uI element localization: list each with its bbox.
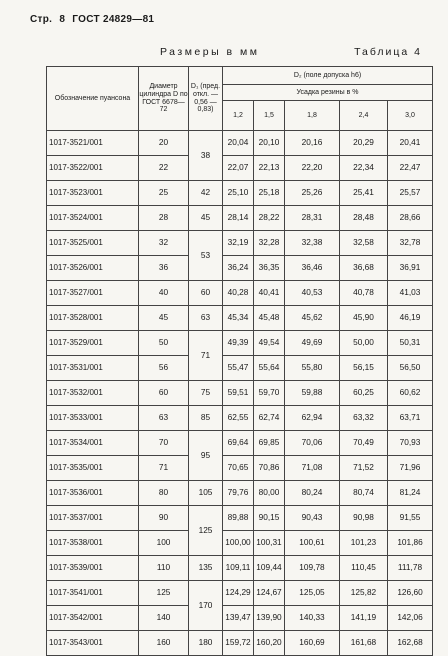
d2-value: 32,38 — [285, 231, 340, 256]
d2-value: 69,85 — [254, 431, 285, 456]
d1-value: 105 — [189, 481, 223, 506]
dimensions-table — [46, 66, 433, 656]
punch-code: 1017-3529/001 — [47, 331, 139, 356]
d2-value: 100,61 — [285, 531, 340, 556]
d2-value: 36,91 — [388, 256, 433, 281]
d2-value: 20,04 — [223, 131, 254, 156]
cylinder-diameter: 50 — [139, 331, 189, 356]
punch-code: 1017-3538/001 — [47, 531, 139, 556]
table-row — [47, 431, 433, 456]
d2-value: 40,78 — [340, 281, 388, 306]
cylinder-diameter: 22 — [139, 156, 189, 181]
standard-number: ГОСТ 24829—81 — [72, 14, 155, 25]
table-row — [47, 531, 433, 556]
d2-value: 32,78 — [388, 231, 433, 256]
punch-code: 1017-3528/001 — [47, 306, 139, 331]
cylinder-diameter: 45 — [139, 306, 189, 331]
header-shrink-value: 3,0 — [388, 101, 433, 131]
d2-value: 63,32 — [340, 406, 388, 431]
table-row — [47, 156, 433, 181]
d2-value: 110,45 — [340, 556, 388, 581]
d2-value: 69,64 — [223, 431, 254, 456]
sizes-label: Размеры в мм — [160, 46, 260, 58]
d2-value: 162,68 — [388, 631, 433, 656]
punch-code: 1017-3526/001 — [47, 256, 139, 281]
d2-value: 59,70 — [254, 381, 285, 406]
d1-value: 38 — [189, 131, 223, 181]
cylinder-diameter: 90 — [139, 506, 189, 531]
d2-value: 63,71 — [388, 406, 433, 431]
d2-value: 36,35 — [254, 256, 285, 281]
table-row — [47, 206, 433, 231]
header-d1: D₁ (пред. откл. —0,56 —0,83) — [189, 67, 223, 131]
cylinder-diameter: 110 — [139, 556, 189, 581]
d2-value: 124,67 — [254, 581, 285, 606]
d2-value: 111,78 — [388, 556, 433, 581]
d2-value: 20,10 — [254, 131, 285, 156]
punch-code: 1017-3531/001 — [47, 356, 139, 381]
d2-value: 60,62 — [388, 381, 433, 406]
d2-value: 100,31 — [254, 531, 285, 556]
punch-code: 1017-3527/001 — [47, 281, 139, 306]
d2-value: 160,20 — [254, 631, 285, 656]
cylinder-diameter: 25 — [139, 181, 189, 206]
punch-code: 1017-3539/001 — [47, 556, 139, 581]
punch-code: 1017-3535/001 — [47, 456, 139, 481]
table-row — [47, 481, 433, 506]
d2-value: 70,93 — [388, 431, 433, 456]
cylinder-diameter: 70 — [139, 431, 189, 456]
cylinder-diameter: 100 — [139, 531, 189, 556]
cylinder-diameter: 36 — [139, 256, 189, 281]
d2-value: 80,24 — [285, 481, 340, 506]
d2-value: 101,23 — [340, 531, 388, 556]
cylinder-diameter: 32 — [139, 231, 189, 256]
d2-value: 90,43 — [285, 506, 340, 531]
d2-value: 126,60 — [388, 581, 433, 606]
d2-value: 70,06 — [285, 431, 340, 456]
d2-value: 142,06 — [388, 606, 433, 631]
d2-value: 25,10 — [223, 181, 254, 206]
d2-value: 40,53 — [285, 281, 340, 306]
punch-code: 1017-3543/001 — [47, 631, 139, 656]
d1-value: 71 — [189, 331, 223, 381]
table-row — [47, 581, 433, 606]
d2-value: 22,13 — [254, 156, 285, 181]
header-shrink-value: 1,2 — [223, 101, 254, 131]
d1-value: 53 — [189, 231, 223, 281]
punch-code: 1017-3542/001 — [47, 606, 139, 631]
d2-value: 60,25 — [340, 381, 388, 406]
d1-value: 180 — [189, 631, 223, 656]
table-row — [47, 256, 433, 281]
d2-value: 28,48 — [340, 206, 388, 231]
d2-value: 55,47 — [223, 356, 254, 381]
table-row — [47, 306, 433, 331]
table-row — [47, 181, 433, 206]
table-row — [47, 406, 433, 431]
d1-value: 63 — [189, 306, 223, 331]
table-row — [47, 356, 433, 381]
d2-value: 70,49 — [340, 431, 388, 456]
punch-code: 1017-3536/001 — [47, 481, 139, 506]
d1-value: 45 — [189, 206, 223, 231]
d2-value: 25,18 — [254, 181, 285, 206]
d2-value: 62,94 — [285, 406, 340, 431]
cylinder-diameter: 125 — [139, 581, 189, 606]
table-row — [47, 331, 433, 356]
header-shrink-value: 2,4 — [340, 101, 388, 131]
d2-value: 25,41 — [340, 181, 388, 206]
d2-value: 160,69 — [285, 631, 340, 656]
d2-value: 141,19 — [340, 606, 388, 631]
d2-value: 101,86 — [388, 531, 433, 556]
header-designation: Обозначение пуансона — [47, 67, 139, 131]
cylinder-diameter: 20 — [139, 131, 189, 156]
punch-code: 1017-3537/001 — [47, 506, 139, 531]
cylinder-diameter: 63 — [139, 406, 189, 431]
d2-value: 55,80 — [285, 356, 340, 381]
d2-value: 20,41 — [388, 131, 433, 156]
d2-value: 36,24 — [223, 256, 254, 281]
d1-value: 170 — [189, 581, 223, 631]
d2-value: 56,50 — [388, 356, 433, 381]
d2-value: 36,46 — [285, 256, 340, 281]
punch-code: 1017-3521/001 — [47, 131, 139, 156]
cylinder-diameter: 60 — [139, 381, 189, 406]
d2-value: 91,55 — [388, 506, 433, 531]
d2-value: 80,74 — [340, 481, 388, 506]
punch-code: 1017-3532/001 — [47, 381, 139, 406]
d2-value: 32,58 — [340, 231, 388, 256]
table-row — [47, 456, 433, 481]
table-row — [47, 631, 433, 656]
table-row — [47, 231, 433, 256]
d2-value: 79,76 — [223, 481, 254, 506]
d2-value: 22,47 — [388, 156, 433, 181]
header-d2-group: D₂ (поле допуска h6) — [223, 67, 433, 85]
table-row — [47, 281, 433, 306]
punch-code: 1017-3524/001 — [47, 206, 139, 231]
header-shrink-value: 1,5 — [254, 101, 285, 131]
punch-code: 1017-3522/001 — [47, 156, 139, 181]
d2-value: 109,44 — [254, 556, 285, 581]
d2-value: 62,74 — [254, 406, 285, 431]
punch-code: 1017-3533/001 — [47, 406, 139, 431]
d2-value: 28,22 — [254, 206, 285, 231]
d2-value: 161,68 — [340, 631, 388, 656]
header-diameter: Диаметр цилиндра D по ГОСТ 6678—72 — [139, 67, 189, 131]
d2-value: 41,03 — [388, 281, 433, 306]
d1-value: 85 — [189, 406, 223, 431]
cylinder-diameter: 160 — [139, 631, 189, 656]
d2-value: 71,52 — [340, 456, 388, 481]
d2-value: 36,68 — [340, 256, 388, 281]
d2-value: 109,11 — [223, 556, 254, 581]
d1-value: 60 — [189, 281, 223, 306]
cylinder-diameter: 71 — [139, 456, 189, 481]
header-shrink-group: Усадка резины в % — [223, 85, 433, 101]
cylinder-diameter: 40 — [139, 281, 189, 306]
d2-value: 50,31 — [388, 331, 433, 356]
d2-value: 100,00 — [223, 531, 254, 556]
d2-value: 28,31 — [285, 206, 340, 231]
punch-code: 1017-3523/001 — [47, 181, 139, 206]
page-number: 8 — [59, 14, 66, 25]
d2-value: 22,34 — [340, 156, 388, 181]
cylinder-diameter: 28 — [139, 206, 189, 231]
d2-value: 25,26 — [285, 181, 340, 206]
header-shrink-value: 1,8 — [285, 101, 340, 131]
d2-value: 32,19 — [223, 231, 254, 256]
d2-value: 89,88 — [223, 506, 254, 531]
cylinder-diameter: 56 — [139, 356, 189, 381]
d2-value: 45,90 — [340, 306, 388, 331]
d2-value: 28,14 — [223, 206, 254, 231]
d2-value: 90,98 — [340, 506, 388, 531]
d1-value: 135 — [189, 556, 223, 581]
d2-value: 125,05 — [285, 581, 340, 606]
d2-value: 22,07 — [223, 156, 254, 181]
d2-value: 62,55 — [223, 406, 254, 431]
d2-value: 49,69 — [285, 331, 340, 356]
d2-value: 139,47 — [223, 606, 254, 631]
d2-value: 40,41 — [254, 281, 285, 306]
d2-value: 22,20 — [285, 156, 340, 181]
d1-value: 42 — [189, 181, 223, 206]
d2-value: 49,54 — [254, 331, 285, 356]
d2-value: 81,24 — [388, 481, 433, 506]
d2-value: 109,78 — [285, 556, 340, 581]
d2-value: 32,28 — [254, 231, 285, 256]
d2-value: 45,48 — [254, 306, 285, 331]
table-row — [47, 506, 433, 531]
punch-code: 1017-3525/001 — [47, 231, 139, 256]
d1-value: 125 — [189, 506, 223, 556]
d2-value: 50,00 — [340, 331, 388, 356]
d2-value: 71,08 — [285, 456, 340, 481]
page-prefix: Стр. — [30, 14, 53, 25]
d2-value: 45,34 — [223, 306, 254, 331]
punch-code: 1017-3534/001 — [47, 431, 139, 456]
cylinder-diameter: 140 — [139, 606, 189, 631]
d1-value: 75 — [189, 381, 223, 406]
d2-value: 125,82 — [340, 581, 388, 606]
d2-value: 70,86 — [254, 456, 285, 481]
d2-value: 124,29 — [223, 581, 254, 606]
d2-value: 140,33 — [285, 606, 340, 631]
d2-value: 20,29 — [340, 131, 388, 156]
table-row — [47, 131, 433, 156]
punch-code: 1017-3541/001 — [47, 581, 139, 606]
d2-value: 59,51 — [223, 381, 254, 406]
d2-value: 159,72 — [223, 631, 254, 656]
d2-value: 46,19 — [388, 306, 433, 331]
d2-value: 59,88 — [285, 381, 340, 406]
d2-value: 40,28 — [223, 281, 254, 306]
d1-value: 95 — [189, 431, 223, 481]
d2-value: 139,90 — [254, 606, 285, 631]
page-header — [30, 14, 158, 25]
d2-value: 55,64 — [254, 356, 285, 381]
d2-value: 80,00 — [254, 481, 285, 506]
d2-value: 25,57 — [388, 181, 433, 206]
d2-value: 71,96 — [388, 456, 433, 481]
table-label: Таблица 4 — [354, 46, 422, 58]
table-row — [47, 556, 433, 581]
d2-value: 45,62 — [285, 306, 340, 331]
cylinder-diameter: 80 — [139, 481, 189, 506]
d2-value: 90,15 — [254, 506, 285, 531]
d2-value: 56,15 — [340, 356, 388, 381]
table-row — [47, 381, 433, 406]
d2-value: 28,66 — [388, 206, 433, 231]
d2-value: 70,65 — [223, 456, 254, 481]
table-row — [47, 606, 433, 631]
d2-value: 20,16 — [285, 131, 340, 156]
d2-value: 49,39 — [223, 331, 254, 356]
